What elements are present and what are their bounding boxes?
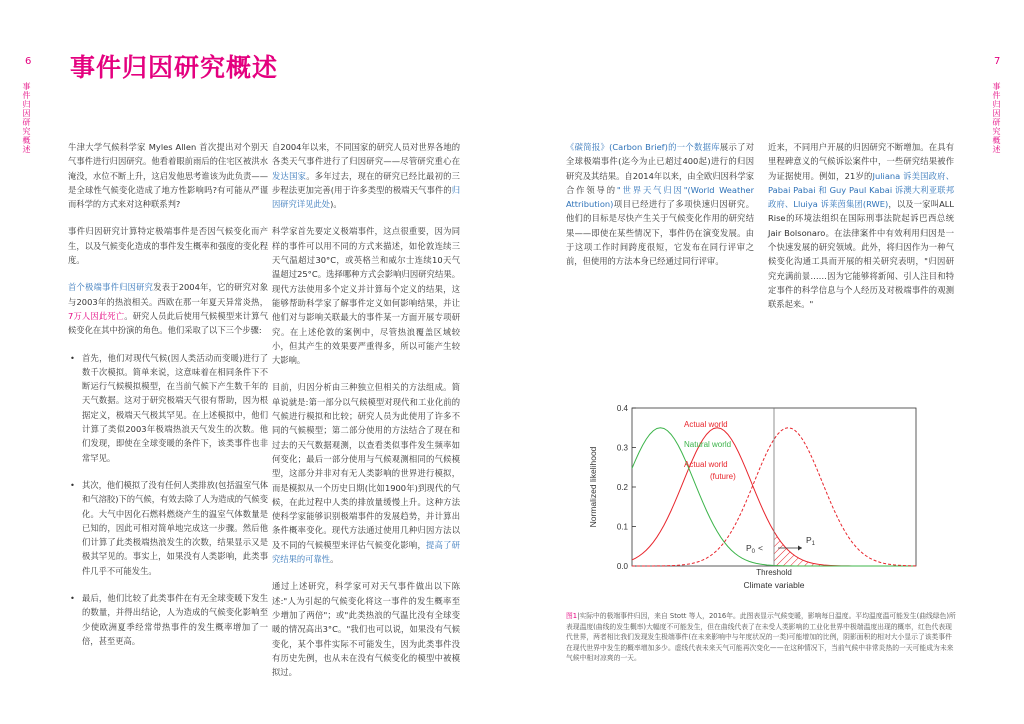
column-4: [768, 140, 954, 325]
col3-paragraph-1: 《碳简报》(Carbon Brief)的一个数据库展示了对全球极端事件(迄今为止已超过400起)进行的归因研究及其结果。自2014年以来，由全欧归因科学家合作领导的"世界天气归因"(World Weather Attribution)项目已经进行了多项快速归因研究。他们的目标是尽快产生关于气候变化作用的研究结果——即使在某些情况下，事件仍在演变发展。由于这项工作时间跨度很短，它发布在同行评审之前，但使用的方法本身已经通过同行评审。: [566, 142, 754, 267]
legend-natural-world: Natural world: [684, 440, 732, 449]
page-number-right: 7: [994, 56, 1001, 67]
list-item: • 首先，他们对现代气候(因人类活动而变暖)进行了数千次模拟。简单来说，这意味着在相同条件下不断运行气候模拟模型，在当前气候下产生数千年的天气数据。这对于研究极端天气很有帮助，因为根据定义，极端天气极其罕见。在上述模拟中，他们计算了类似2003年极端热浪天气发生的次数。他们发现，即使在全球变暖的条件下，该类事件也非常罕见。: [82, 351, 268, 465]
y-axis-label: Normalized likelihood: [588, 446, 598, 528]
list-item: • 最后，他们比较了此类事件在有无全球变暖下发生的数量，并得出结论，人为造成的气候变化影响至少使欧洲夏季经常带热事件的发生概率增加了一倍，甚至更高。: [82, 591, 268, 648]
y-tick-label: 0.0: [616, 562, 628, 571]
y-tick-label: 0.3: [616, 443, 628, 453]
p1-label: $P_1$: [806, 535, 816, 547]
deaths-link[interactable]: 7万人因此死亡: [68, 310, 125, 321]
side-title-left: 事件归因研究概述: [22, 82, 31, 154]
col1-paragraph-1: 牛津大学气候科学家 Myles Allen 首次提出对个别天气事件进行归因研究。他看着眼前雨后的住宅区被洪水淹没，水位不断上升，这启发他思考谁该为此负责——是全球性气候变化造成了地方性影响吗?有可能从严谨而科学的方式来对这种联系判?: [68, 142, 268, 210]
actual-world-shaded-area: [774, 532, 916, 566]
page-title: 事件归因研究概述: [70, 53, 279, 82]
p1-arrow-head: [798, 546, 802, 551]
climate-lawsuits-link[interactable]: Juliana 诉美国政府、Pabai Pabai 和 Guy Paul Kabai 诉澳大利亚联邦政府、Lluiya 诉莱茵集团(RWE): [768, 170, 954, 210]
column-3: [566, 140, 754, 282]
figure-caption: [566, 611, 956, 664]
figure-caption-text: |实际中的极端事件归因，来自 Stott 等人，2016年。此图表显示气候变暖，影响每日温度。平均温度温可能发生(曲线绿色)所表现温度(曲线的发生概率)大幅度不可能发生，但在曲线代表了在未受人类影响的工业化世界中极端温度出现的概率，红色代表现代世界，两者相比我们发现发生极端事件(在未来影响中与年度状况的一类)可能增加的比例，阴影面积的相对大小显示了该类事件在现代世界中发生的概率增加多少。虚线代表未来天气可能再次变化——在这种情况下，当前气候中非常炎热的一天可能成为未来气候中相对凉爽的一天。: [566, 612, 956, 662]
y-tick-label: 0.2: [616, 483, 628, 492]
y-tick-label: 0.4: [616, 404, 628, 413]
x-axis-label: Climate variable: [743, 580, 805, 590]
legend-future-world-line2: (future): [710, 472, 736, 481]
threshold-label: Threshold: [756, 568, 792, 577]
col2-paragraph-4: 通过上述研究，科学家可对天气事件做出以下陈述:"人为引起的气候变化将这一事件的发生概率至少增加了两倍"；或"此类热浪的气温比没有全球变暖的情况高出3°C。"我们也可以说，如果没有气候变化，某个事件实际不可能发生，因为此类事件没有历史先例，也从未在没有气候变化的模型中被模拟过。: [272, 581, 460, 678]
col2-paragraph-1: 自2004年以来，不同国家的研究人员对世界各地的各类天气事件进行了归因研究——尽管研究重心在发达国家。多年过去，现在的研究已经比最初的三步程法更加完善(用于许多类型的极端天气事件的归因研究详见此处)。: [272, 142, 460, 210]
col2-paragraph-3: 目前，归因分析由三种独立但相关的方法组成。简单说就是:第一部分以气候模型对现代和工业化前的气候进行模拟和比较；研究人员为此使用了许多不同的气候模型；第二部分使用的方法结合了现在和过去的天气数据观测，以查看类似事件发生频率如何变化；最后一部分使用与气候观测相同的气候模型，这部分并非对有无人类影响的世界进行模拟，而是模拟从一个历史日期(比如1900年)到现代的气候，在此过程中人类的排放量缓慢上升。这种方法使科学家能够识别极端事件的发展趋势，并计算出条件概率变化。现代方法通过使用几种归因方法以及不同的气候模型来评估气候变化影响，提高了研究结果的可靠性。: [272, 382, 460, 565]
carbon-brief-database-link[interactable]: 《碳简报》(Carbon Brief)的一个数据库: [566, 142, 720, 152]
col2-paragraph-2: 科学家首先要定义极端事件，这点很重要，因为同样的事件可以用不同的方式来描述，如伦敦连续三天气温超过30°C，或英格兰和威尔士连续10天气温超过25°C。选择哪种方式会影响归因研究结果。现代方法使用多个定义并计算每个定义的结果，这能够帮助科学家了解事件定义如何影响结果，并让他们对与影响关联最大的事件某一方面开展专项研究。在上述伦敦的案例中，尽管热浪覆盖区域较小，但其产生的效果要严重得多，所以可能产生较大影响。: [272, 226, 460, 366]
page-number-left: 6: [25, 56, 32, 67]
list-item: • 其次，他们模拟了没有任何人类排放(包括温室气体和气溶胶)下的气候，有效去除了人为造成的气候变化。大气中因化石燃料燃烧产生的温室气体数量是已知的，因此可相对简单地完成这一步骤。然后他们计算了此类极端热浪发生的次数，结果显示又是极其罕见的。事实上，如果没有人类影响，此类事件几乎不可能发生。: [82, 478, 268, 578]
attribution-details-link[interactable]: 归因研究详见此处: [272, 184, 460, 210]
side-title-right: 事件归因研究概述: [992, 82, 1001, 154]
attribution-chart: [576, 398, 956, 598]
first-attribution-study-link[interactable]: 首个极端事件归因研究: [68, 282, 154, 293]
column-2: [272, 140, 460, 692]
col1-paragraph-3: 首个极端事件归因研究发表于2004年，它的研究对象与2003年的热浪相关。西欧在那一年夏天异常炎热，7万人因此死亡。研究人员此后使用气候模型来计算气候变化在其中扮演的角色。他们采取了以下三个步骤:: [68, 282, 268, 336]
world-weather-attribution-link[interactable]: "世界天气归因"(World Weather Attribution): [566, 184, 754, 210]
steps-list: [68, 351, 268, 649]
p0-label: $P_0$: [746, 543, 756, 555]
reliability-link[interactable]: 提高了研究结果的可靠性: [272, 539, 460, 565]
developed-countries-link[interactable]: 发达国家: [272, 170, 307, 181]
col1-paragraph-2: 事件归因研究计算特定极端事件是否因气候变化而产生，以及气候变化造成的事件发生概率和强度的变化程度。: [68, 226, 268, 266]
legend-future-world: Actual world: [684, 460, 728, 469]
column-1: [68, 140, 268, 661]
legend-actual-world: Actual world: [684, 420, 728, 429]
p0-less-than-sign: <: [758, 543, 763, 553]
figure-label: 图1: [566, 612, 578, 620]
y-tick-label: 0.1: [616, 522, 628, 532]
col4-paragraph-1: 近来，不同用户开展的归因研究不断增加。在具有里程碑意义的气候诉讼案件中，一些研究结果被作为证据使用。例如，21岁的Juliana 诉美国政府、Pabai Pabai 和 Guy Paul Kabai 诉澳大利亚联邦政府、Lluiya 诉莱茵集团(RWE)，以及一家叫ALL Rise的环境法组织在国际刑事法院起诉巴西总统Jair Bolsonaro。在法律案件中有效利用归因是一个快速发展的研究领域。此外，将归因作为一种气候变化沟通工具而开展的相关研究表明，"归因研究充满前景……因为它能够将新闻、引人注目和特定事件的科学信息与个人经历及对极端事件的观测联系起来。": [768, 142, 954, 310]
